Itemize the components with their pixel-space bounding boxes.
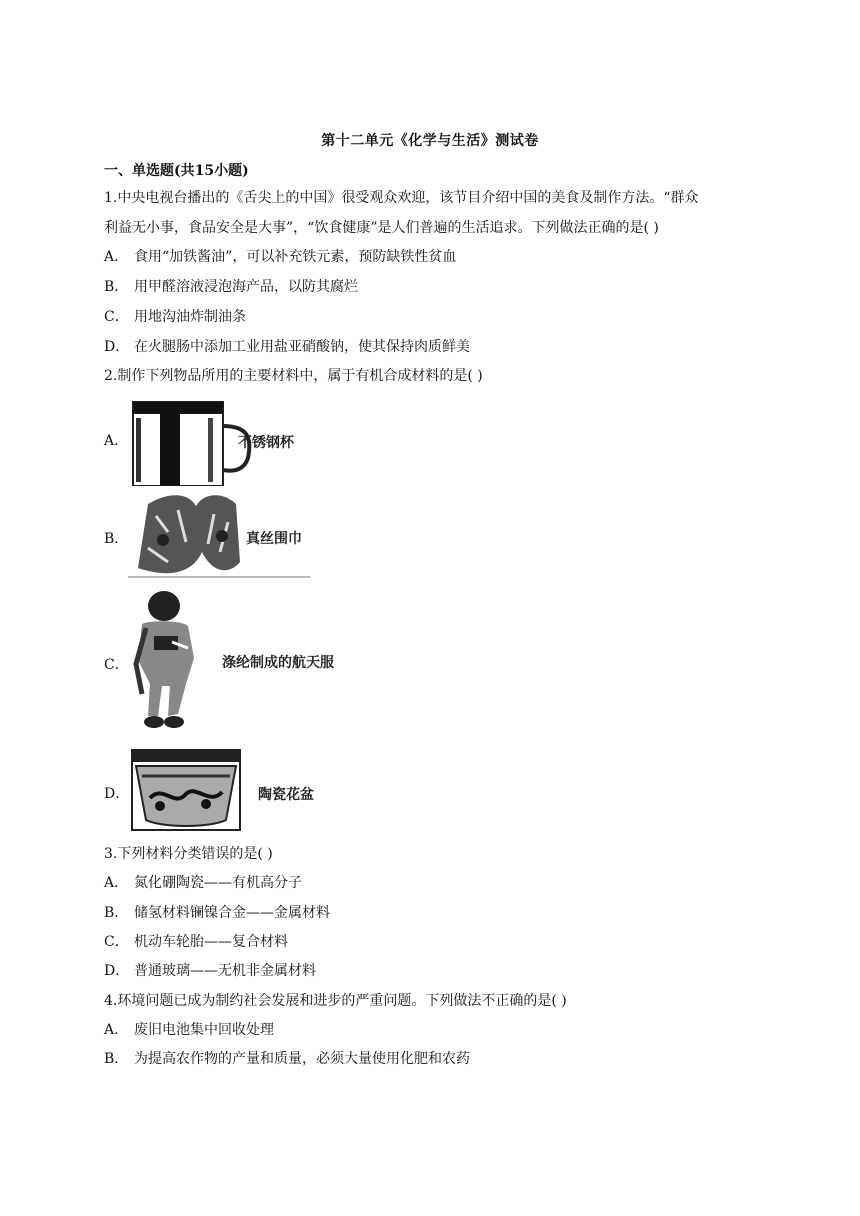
option-text: 储氢材料镧镍合金——金属材料 <box>134 905 330 921</box>
q2-option-d-figure[interactable] <box>130 748 340 832</box>
q2-option-b-figure[interactable] <box>128 492 312 580</box>
figure-label: 不锈钢杯 <box>238 435 294 451</box>
q2-option-d-letter[interactable]: D． <box>104 786 130 802</box>
q2-option-b-letter[interactable]: B． <box>104 531 129 547</box>
q1-option-a[interactable] <box>104 248 456 266</box>
q2-option-c-figure[interactable] <box>128 588 348 734</box>
q2-stem: 2.制作下列物品所用的主要材料中，属于有机合成材料的是( ) <box>104 368 483 384</box>
q2-option-c-letter[interactable]: C． <box>104 657 129 673</box>
section-heading: 一、单选题(共15小题) <box>104 163 249 179</box>
q2-option-a-letter[interactable]: A． <box>104 433 129 449</box>
option-text: 普通玻璃——无机非金属材料 <box>134 963 316 979</box>
q1-option-b[interactable] <box>104 278 358 296</box>
option-text: 用地沟油炸制油条 <box>134 309 246 325</box>
option-letter: B． <box>104 279 129 295</box>
q1-option-c[interactable] <box>104 308 246 326</box>
option-letter: C． <box>104 934 129 950</box>
q3-option-c[interactable] <box>104 933 288 951</box>
q2-option-a-figure[interactable] <box>130 398 300 486</box>
q3-option-a[interactable] <box>104 874 302 892</box>
option-text: 氮化硼陶瓷——有机高分子 <box>134 875 302 891</box>
option-letter: A． <box>104 249 129 265</box>
q1-option-d[interactable] <box>104 338 470 356</box>
q4-option-b[interactable] <box>104 1050 470 1068</box>
figure-label: 涤纶制成的航天服 <box>222 655 334 671</box>
option-letter: C． <box>104 309 129 325</box>
option-letter: D． <box>104 963 130 979</box>
option-text: 用甲醛溶液浸泡海产品，以防其腐烂 <box>134 279 358 295</box>
option-text: 机动车轮胎——复合材料 <box>134 934 288 950</box>
option-text: 食用“加铁酱油”，可以补充铁元素，预防缺铁性贫血 <box>134 249 457 265</box>
option-text: 为提高农作物的产量和质量，必须大量使用化肥和农药 <box>134 1051 470 1067</box>
q3-option-d[interactable] <box>104 962 316 980</box>
space-suit-icon <box>128 588 218 734</box>
q3-option-b[interactable] <box>104 904 330 922</box>
q4-stem: 4.环境问题已成为制约社会发展和进步的严重问题。下列做法不正确的是( ) <box>104 993 567 1009</box>
q1-stem-line2: 利益无小事，食品安全是大事”，“饮食健康”是人们普遍的生活追求。下列做法正确的是( ) <box>104 220 659 236</box>
option-letter: D． <box>104 339 130 355</box>
option-letter: A． <box>104 1022 129 1038</box>
ceramic-flowerpot-icon <box>130 748 242 832</box>
option-letter: B． <box>104 905 129 921</box>
figure-label: 陶瓷花盆 <box>258 787 314 803</box>
page-title: 第十二单元《化学与生活》测试卷 <box>321 133 539 149</box>
figure-label: 真丝围巾 <box>246 531 302 547</box>
option-text: 在火腿肠中添加工业用盐亚硝酸钠，使其保持肉质鲜美 <box>134 339 470 355</box>
option-text: 废旧电池集中回收处理 <box>134 1022 274 1038</box>
q4-option-a[interactable] <box>104 1021 274 1039</box>
option-letter: B． <box>104 1051 129 1067</box>
option-letter: A． <box>104 875 129 891</box>
q3-stem: 3.下列材料分类错误的是( ) <box>104 846 273 862</box>
q1-stem-line1: 1.中央电视台播出的《舌尖上的中国》很受观众欢迎，该节目介绍中国的美食及制作方法。“群众 <box>104 190 699 206</box>
